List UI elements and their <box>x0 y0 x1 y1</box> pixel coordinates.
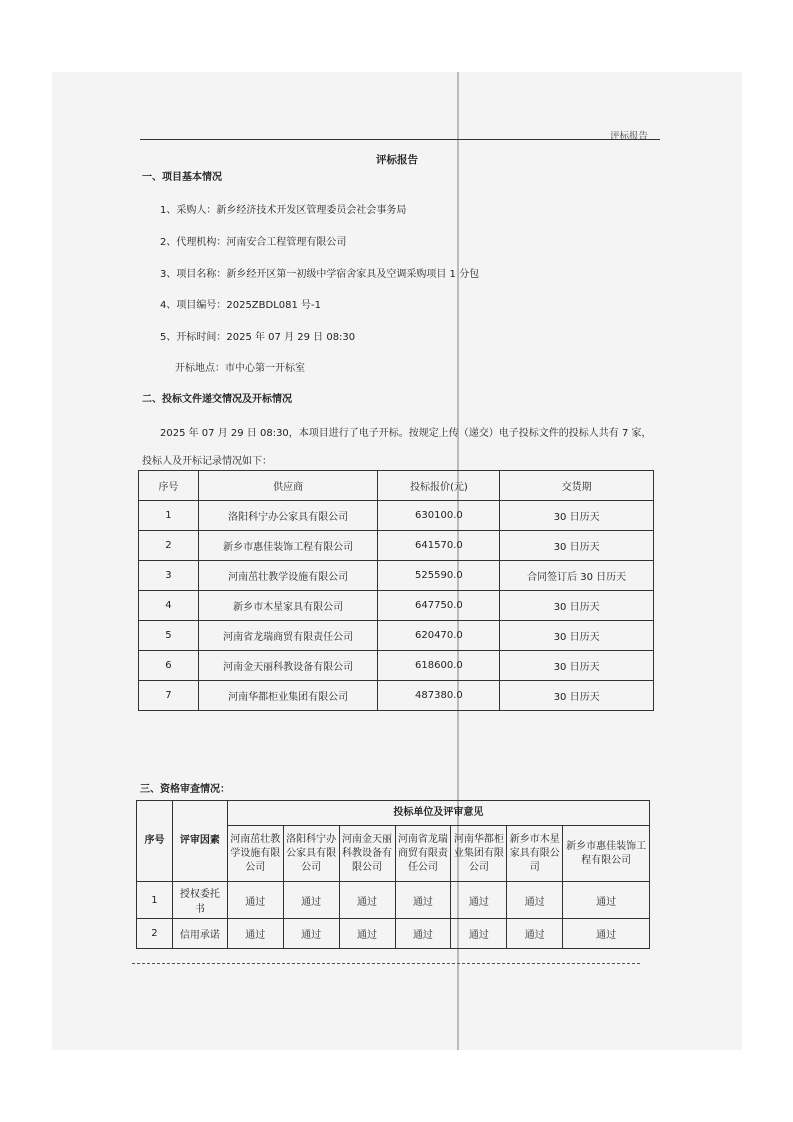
qual-company-line: 新乡市木星 <box>509 833 560 845</box>
qual-company-header <box>283 826 339 882</box>
item-project-name: 3、项目名称：新乡经开区第一初级中学宿舍家具及空调采购项目 1 分包 <box>160 269 480 280</box>
qual-cell-result: 通过 <box>283 882 339 919</box>
cell-delivery: 30 日历天 <box>500 681 654 711</box>
qual-company-line: 任公司 <box>407 861 438 873</box>
qual-company-line: 学设施有限 <box>230 847 281 859</box>
qual-group-header-row <box>137 801 650 826</box>
cell-no: 1 <box>139 501 199 531</box>
qual-company-line: 科教设备有 <box>342 847 393 859</box>
cell-supplier: 新乡市惠佳装饰工程有限公司 <box>198 531 378 561</box>
qual-company-header <box>563 826 650 882</box>
header-tag: 评标报告 <box>610 131 649 142</box>
cell-delivery: 30 日历天 <box>500 591 654 621</box>
cell-no: 2 <box>139 531 199 561</box>
qual-cell-result: 通过 <box>507 919 563 949</box>
qual-cell-result: 通过 <box>563 919 650 949</box>
table-header-row <box>139 471 654 501</box>
cell-price: 618600.0 <box>378 651 500 681</box>
qual-cell-result: 通过 <box>283 919 339 949</box>
section2-paragraph-line2: 投标人及开标记录情况如下： <box>142 456 272 467</box>
section1-title: 一、项目基本情况 <box>142 172 222 183</box>
col-header-price: 投标报价(元) <box>378 471 500 501</box>
cell-no: 6 <box>139 651 199 681</box>
cell-price: 525590.0 <box>378 561 500 591</box>
qualification-review-table <box>136 800 650 949</box>
qual-company-line: 河南金天丽 <box>342 833 393 845</box>
qual-company-line: 司 <box>529 861 540 873</box>
col-header-supplier: 供应商 <box>198 471 378 501</box>
cell-supplier: 河南省龙瑞商贸有限责任公司 <box>198 621 378 651</box>
cell-supplier: 河南金天丽科教设备有限公司 <box>198 651 378 681</box>
qual-cell-result: 通过 <box>563 882 650 919</box>
qual-company-line: 河南华都柜 <box>453 833 504 845</box>
qual-cell-result: 通过 <box>451 882 507 919</box>
qual-cell-result: 通过 <box>339 919 395 949</box>
qual-company-header <box>451 826 507 882</box>
table-row <box>139 681 654 711</box>
qual-factor-line: 信用承诺 <box>179 930 220 941</box>
qual-company-line: 洛阳科宁办 <box>286 833 337 845</box>
qual-cell-result: 通过 <box>339 882 395 919</box>
col-header-no: 序号 <box>139 471 199 501</box>
cell-supplier: 洛阳科宁办公家具有限公司 <box>198 501 378 531</box>
item-agency: 2、代理机构：河南安合工程管理有限公司 <box>160 237 347 248</box>
item-opening-time: 5、开标时间：2025 年 07 月 29 日 08:30 <box>160 332 356 343</box>
qual-company-line: 河南茁壮教 <box>230 833 281 845</box>
qual-company-line: 商贸有限责 <box>397 847 448 859</box>
cell-delivery: 30 日历天 <box>500 501 654 531</box>
cell-no: 5 <box>139 621 199 651</box>
qual-company-header <box>395 826 451 882</box>
section2-title: 二、投标文件递交情况及开标情况 <box>142 394 292 405</box>
qual-header-group: 投标单位及评审意见 <box>227 801 649 826</box>
qual-company-line: 河南省龙瑞 <box>397 833 448 845</box>
qual-header-no: 序号 <box>137 801 173 882</box>
document-title: 评标报告 <box>376 154 418 166</box>
qual-company-line: 公司 <box>301 861 322 873</box>
table-row <box>137 919 650 949</box>
qual-company-line: 公司 <box>468 861 489 873</box>
qual-cell-result: 通过 <box>451 919 507 949</box>
qual-cell-result: 通过 <box>227 919 283 949</box>
qual-company-line: 新乡市惠佳装饰工 <box>566 840 647 852</box>
cell-delivery: 30 日历天 <box>500 651 654 681</box>
header-rule <box>140 139 660 140</box>
cell-delivery: 合同签订后 30 日历天 <box>500 561 654 591</box>
item-project-number: 4、项目编号：2025ZBDL081 号-1 <box>160 300 322 311</box>
qual-factor-line: 授权委托 <box>179 889 220 900</box>
qual-cell-result: 通过 <box>395 919 451 949</box>
qual-company-line: 限公司 <box>352 861 383 873</box>
qual-cell-result: 通过 <box>227 882 283 919</box>
cell-price: 630100.0 <box>378 501 500 531</box>
qual-cell-result: 通过 <box>507 882 563 919</box>
cell-no: 7 <box>139 681 199 711</box>
qual-cell-no: 2 <box>137 919 173 949</box>
qual-company-line: 业集团有限 <box>453 847 504 859</box>
table-row <box>139 621 654 651</box>
table-row <box>139 531 654 561</box>
cell-no: 4 <box>139 591 199 621</box>
table-row <box>137 882 650 919</box>
qual-header-factor: 评审因素 <box>172 801 227 882</box>
qual-company-line: 公司 <box>245 861 266 873</box>
cell-supplier: 河南茁壮教学设施有限公司 <box>198 561 378 591</box>
cell-price: 487380.0 <box>378 681 500 711</box>
qual-company-line: 公家具有限 <box>286 847 337 859</box>
table-row <box>139 591 654 621</box>
cell-supplier: 新乡市木星家具有限公司 <box>198 591 378 621</box>
cell-price: 641570.0 <box>378 531 500 561</box>
section2-paragraph-line1: 2025 年 07 月 29 日 08:30，本项目进行了电子开标。按规定上传（递交）电子投标文件的投标人共有 7 家， <box>160 428 652 439</box>
cell-no: 3 <box>139 561 199 591</box>
table-row <box>139 561 654 591</box>
bid-opening-table <box>138 470 654 711</box>
cell-price: 620470.0 <box>378 621 500 651</box>
item-purchaser: 1、采购人：新乡经济技术开发区管理委员会社会事务局 <box>160 205 407 216</box>
cell-price: 647750.0 <box>378 591 500 621</box>
cell-delivery: 30 日历天 <box>500 621 654 651</box>
table-row <box>139 501 654 531</box>
dashed-divider <box>132 963 640 964</box>
item-opening-location: 开标地点：市中心第一开标室 <box>175 363 305 374</box>
cell-supplier: 河南华都柜业集团有限公司 <box>198 681 378 711</box>
qual-company-line: 程有限公司 <box>581 854 632 866</box>
qual-cell-no: 1 <box>137 882 173 919</box>
qual-company-header <box>507 826 563 882</box>
section3-title: 三、资格审查情况： <box>140 784 230 795</box>
qual-cell-factor <box>172 882 227 919</box>
col-header-delivery: 交货期 <box>500 471 654 501</box>
qual-company-header <box>227 826 283 882</box>
qual-cell-result: 通过 <box>395 882 451 919</box>
qual-factor-line: 书 <box>194 904 205 915</box>
qual-cell-factor <box>172 919 227 949</box>
qual-company-header <box>339 826 395 882</box>
qual-company-line: 家具有限公 <box>509 847 560 859</box>
cell-delivery: 30 日历天 <box>500 531 654 561</box>
table-row <box>139 651 654 681</box>
